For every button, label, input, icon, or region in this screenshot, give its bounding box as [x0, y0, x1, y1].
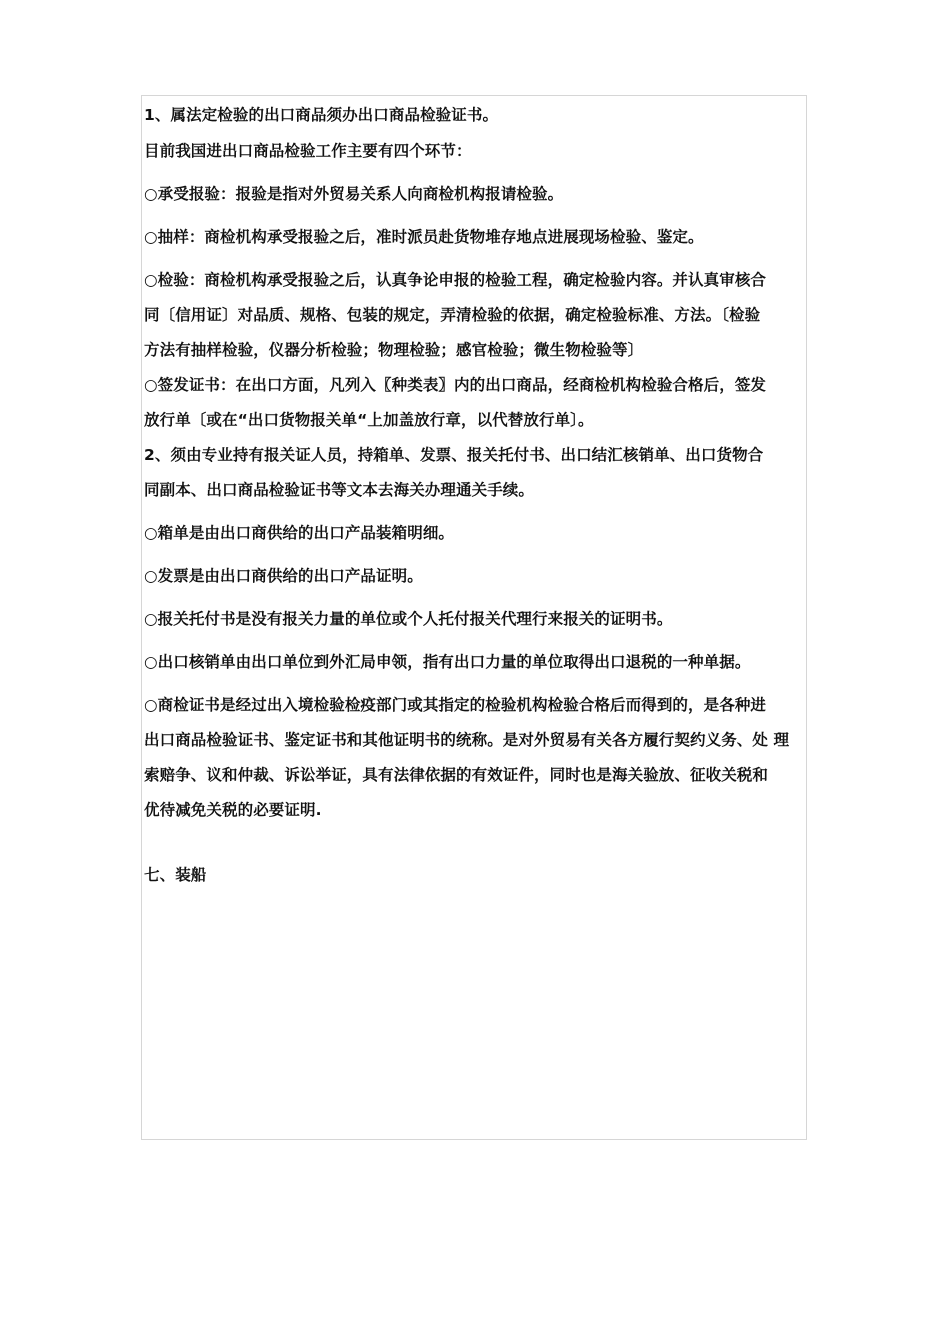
inspection-certificate-line3: 索赔争、议和仲裁、诉讼举证，具有法律依据的有效证件，同时也是海关验放、征收关税和	[144, 766, 769, 784]
inspection-certificate-line4: 优待减免关税的必要证明.	[144, 801, 322, 819]
inspection-step-sampling: ○抽样：商检机构承受报验之后，准时派员赴货物堆存地点进展现场检验、鉴定。	[144, 228, 704, 246]
inspection-step-inspect-line1: ○检验：商检机构承受报验之后，认真争论申报的检验工程，确定检验内容。并认真审核合	[144, 271, 767, 289]
inspection-certificate-line2: 出口商品检验证书、鉴定证书和其他证明书的统称。是对外贸易有关各方履行契约义务、处 理	[144, 731, 790, 749]
document-body	[144, 103, 824, 887]
item-2-line2: 同副本、出口商品检验证书等文本去海关办理通关手续。	[144, 481, 535, 499]
packing-list-note: ○箱单是由出口商供给的出口产品装箱明细。	[144, 524, 455, 542]
item-1-heading: 1、属法定检验的出口商品须办出口商品检验证书。	[144, 106, 499, 124]
item-2-line1: 2、须由专业持有报关证人员，持箱单、发票、报关托付书、出口结汇核销单、出口货物合	[144, 446, 764, 464]
inspection-certificate-line1: ○商检证书是经过出入境检验检疫部门或其指定的检验机构检验合格后而得到的，是各种进	[144, 696, 767, 714]
inspection-step-certificate-line1: ○签发证书：在出口方面，凡列入〖种类表〗内的出口商品，经商检机构检验合格后，签发	[144, 376, 767, 394]
customs-entrustment-note: ○报关托付书是没有报关力量的单位或个人托付报关代理行来报关的证明书。	[144, 610, 673, 628]
inspection-step-accept: ○承受报验：报验是指对外贸易关系人向商检机构报请检验。	[144, 185, 564, 203]
inspection-step-inspect-line2: 同〔信用证〕对品质、规格、包装的规定，弄清检验的依据，确定检验标准、方法。〔检验	[144, 306, 761, 324]
inspection-step-inspect-line3: 方法有抽样检验，仪器分析检验；物理检验；感官检验；微生物检验等〕	[144, 341, 644, 359]
verification-sheet-note: ○出口核销单由出口单位到外汇局申领，指有出口力量的单位取得出口退税的一种单据。	[144, 653, 751, 671]
invoice-note: ○发票是由出口商供给的出口产品证明。	[144, 567, 423, 585]
inspection-intro: 目前我国进出口商品检验工作主要有四个环节：	[144, 142, 472, 160]
inspection-step-certificate-line2: 放行单〔或在“出口货物报关单“上加盖放行章，以代替放行单〕。	[144, 411, 594, 429]
section-7-heading: 七、装船	[144, 866, 207, 884]
